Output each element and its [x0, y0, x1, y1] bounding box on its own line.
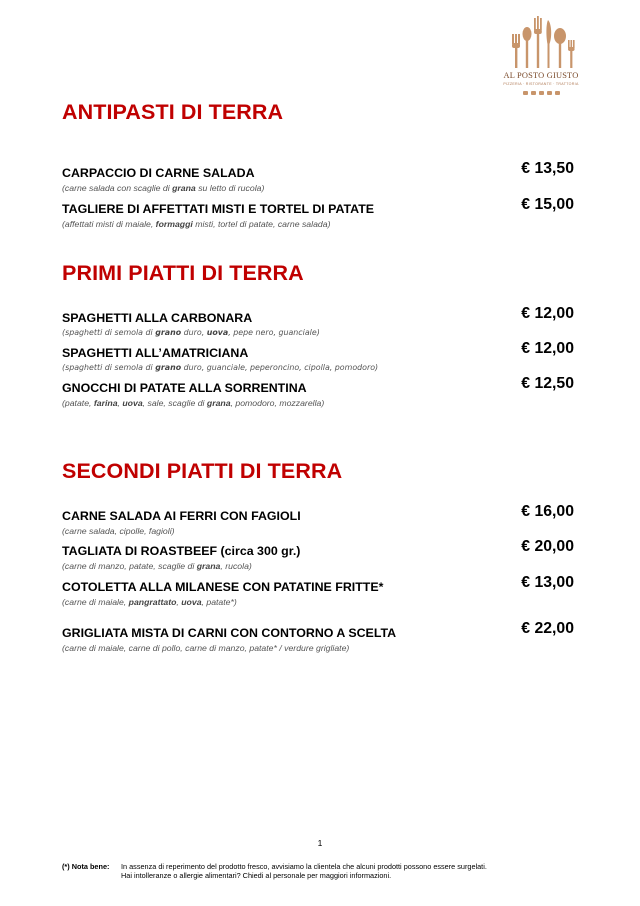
item-name: GRIGLIATA MISTA DI CARNI CON CONTORNO A SCELTA: [62, 626, 397, 640]
item-description: (spaghetti di semola di grano duro, guanciale, peperoncino, cipolla, pomodoro): [62, 363, 379, 372]
item-name: CARNE SALADA AI FERRI CON FAGIOLI: [62, 509, 301, 523]
item-name: SPAGHETTI ALL’AMATRICIANA: [62, 346, 249, 360]
item-price: € 12,50: [521, 375, 574, 392]
item-price: € 13,50: [521, 160, 574, 177]
item-description: (affettati misti di maiale, formaggi misti, tortel di patate, carne salada): [62, 219, 331, 229]
footnote-text: In assenza di reperimento del prodotto fresco, avvisiamo la clientela che alcuni prodotti possono essere surgelati.: [121, 862, 487, 871]
item-name: COTOLETTA ALLA MILANESE CON PATATINE FRITTE*: [62, 580, 384, 594]
page-number: 1: [317, 838, 323, 848]
section-title-primi: PRIMI PIATTI DI TERRA: [62, 261, 304, 285]
menu-item: [62, 375, 574, 409]
logo-tagline: PIZZERIA · RISTORANTE · TRATTORIA: [503, 82, 579, 86]
section-title-antipasti: ANTIPASTI DI TERRA: [62, 100, 284, 124]
item-price: € 22,00: [521, 620, 574, 637]
item-name: GNOCCHI DI PATATE ALLA SORRENTINA: [62, 381, 307, 395]
item-name: TAGLIATA DI ROASTBEEF (circa 300 gr.): [62, 544, 301, 558]
item-description: (patate, farina, uova, sale, scaglie di grana, pomodoro, mozzarella): [62, 398, 325, 408]
logo-name: AL POSTO GIUSTO: [503, 71, 579, 80]
menu-item: [62, 574, 574, 608]
item-price: € 13,00: [521, 574, 574, 591]
footnote-label: (*) Nota bene:: [62, 862, 110, 871]
item-name: CARPACCIO DI CARNE SALADA: [62, 166, 255, 180]
item-price: € 16,00: [521, 503, 574, 520]
item-price: € 20,00: [521, 538, 574, 555]
restaurant-logo: [496, 14, 586, 94]
item-description: (carne di maiale, carne di pollo, carne di manzo, patate* / verdure grigliate): [62, 643, 350, 653]
item-description: (spaghetti di semola di grano duro, uova, pepe nero, guanciale): [62, 328, 320, 337]
menu-item: [62, 160, 574, 194]
menu-item: [62, 340, 574, 374]
item-price: € 12,00: [521, 340, 574, 357]
item-price: € 15,00: [521, 196, 574, 213]
item-name: SPAGHETTI ALLA CARBONARA: [62, 311, 253, 325]
footnote-text: Hai intolleranze o allergie alimentari? Chiedi al personale per maggiori informazioni.: [121, 871, 392, 880]
menu-item: [62, 538, 574, 572]
menu-item: [62, 503, 574, 537]
item-description: (carne di manzo, patate, scaglie di grana, rucola): [62, 561, 252, 571]
menu-item: [62, 620, 574, 654]
item-description: (carne salada, cipolle, fagioli): [62, 526, 175, 536]
item-name: TAGLIERE DI AFFETTATI MISTI E TORTEL DI PATATE: [62, 202, 375, 216]
logo-dots: [523, 91, 560, 95]
menu-item: [62, 305, 574, 339]
cutlery-logo-icon: [496, 14, 586, 70]
menu-item: [62, 196, 574, 230]
item-description: (carne salada con scaglie di grana su letto di rucola): [62, 183, 265, 193]
section-title-secondi: SECONDI PIATTI DI TERRA: [62, 459, 343, 483]
item-price: € 12,00: [521, 305, 574, 322]
item-description: (carne di maiale, pangrattato, uova, patate*): [62, 597, 237, 607]
